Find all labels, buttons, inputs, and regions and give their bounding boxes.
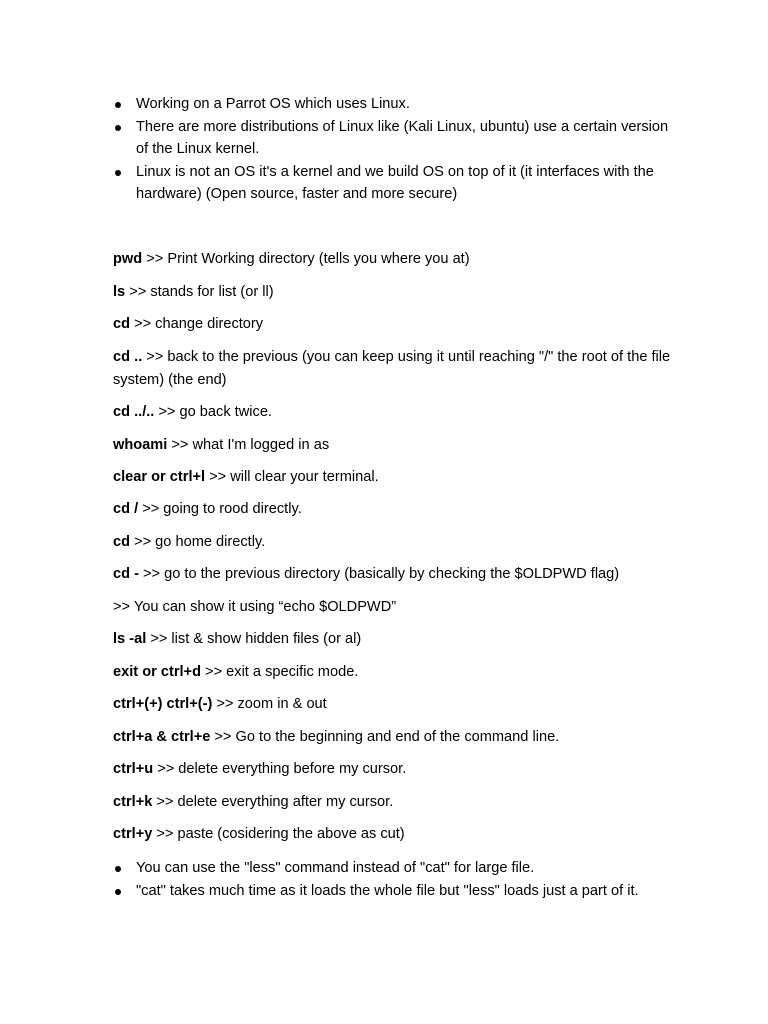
list-item: Working on a Parrot OS which uses Linux. xyxy=(113,93,673,116)
intro-bullet-list xyxy=(113,93,673,206)
command-line-cd xyxy=(113,313,673,336)
command-line-zoom xyxy=(113,693,673,716)
tips-bullet-list xyxy=(113,857,673,902)
command-line-whoami xyxy=(113,434,673,457)
bullet-icon xyxy=(115,866,121,872)
command-description: >> what I'm logged in as xyxy=(167,437,330,453)
command-description: >> go back twice. xyxy=(154,404,272,420)
command-name: ctrl+(+) ctrl+(-) xyxy=(113,696,213,712)
command-line-pwd xyxy=(113,248,673,271)
command-description: >> delete everything after my cursor. xyxy=(152,794,394,810)
command-description: >> back to the previous (you can keep using it until reaching "/" the root of the file system) (the end) xyxy=(113,349,671,388)
list-item: Linux is not an OS it's a kernel and we build OS on top of it (it interfaces with the hardware) (Open source, faster and more secure) xyxy=(113,161,673,206)
command-name: exit or ctrl+d xyxy=(113,664,201,680)
command-description: >> go home directly. xyxy=(130,534,266,550)
command-description: >> list & show hidden files (or al) xyxy=(146,631,362,647)
list-item: There are more distributions of Linux like (Kali Linux, ubuntu) use a certain version of the Linux kernel. xyxy=(113,116,673,161)
command-name: cd / xyxy=(113,501,139,517)
command-description: >> You can show it using “echo $OLDPWD” xyxy=(113,599,397,615)
command-line-cd-dash xyxy=(113,563,673,586)
bullet-icon xyxy=(115,125,121,131)
command-line-ctrl-y xyxy=(113,823,673,846)
command-name: cd - xyxy=(113,566,139,582)
list-item: "cat" takes much time as it loads the whole file but "less" loads just a part of it. xyxy=(113,880,673,903)
command-name: ctrl+a & ctrl+e xyxy=(113,729,211,745)
command-description: >> stands for list (or ll) xyxy=(125,284,274,300)
command-line-cd-home xyxy=(113,531,673,554)
command-line-ls-al xyxy=(113,628,673,651)
command-name: pwd xyxy=(113,251,143,267)
command-name: clear or ctrl+l xyxy=(113,469,206,485)
command-name: ls xyxy=(113,284,126,300)
command-line-ls xyxy=(113,281,673,304)
command-name: cd .. xyxy=(113,349,143,365)
command-name: cd ../.. xyxy=(113,404,155,420)
command-name: cd xyxy=(113,534,131,550)
command-line-ctrl-a-e xyxy=(113,726,673,749)
command-name: ctrl+y xyxy=(113,826,153,842)
command-name: whoami xyxy=(113,437,168,453)
command-description: >> zoom in & out xyxy=(212,696,327,712)
command-description: >> exit a specific mode. xyxy=(201,664,359,680)
command-line-cd-up-twice xyxy=(113,401,673,424)
command-description: >> Print Working directory (tells you where you at) xyxy=(142,251,470,267)
bullet-icon xyxy=(115,170,121,176)
command-line-oldpwd-note xyxy=(113,596,673,619)
command-name: ctrl+u xyxy=(113,761,154,777)
command-description: >> delete everything before my cursor. xyxy=(153,761,407,777)
command-line-exit xyxy=(113,661,673,684)
command-description: >> change directory xyxy=(130,316,264,332)
list-item: You can use the "less" command instead of "cat" for large file. xyxy=(113,857,673,880)
bullet-icon xyxy=(115,102,121,108)
command-name: ls -al xyxy=(113,631,147,647)
command-line-cd-up xyxy=(113,346,673,391)
command-description: >> go to the previous directory (basically by checking the $OLDPWD flag) xyxy=(138,566,620,582)
command-line-cd-root xyxy=(113,498,673,521)
command-description: >> will clear your terminal. xyxy=(205,469,379,485)
command-name: cd xyxy=(113,316,131,332)
command-name: ctrl+k xyxy=(113,794,153,810)
command-line-ctrl-u xyxy=(113,758,673,781)
command-description: >> paste (cosidering the above as cut) xyxy=(152,826,405,842)
command-description: >> Go to the beginning and end of the command line. xyxy=(210,729,560,745)
command-description: >> going to rood directly. xyxy=(138,501,302,517)
bullet-icon xyxy=(115,889,121,895)
command-line-ctrl-k xyxy=(113,791,673,814)
command-line-clear xyxy=(113,466,673,489)
